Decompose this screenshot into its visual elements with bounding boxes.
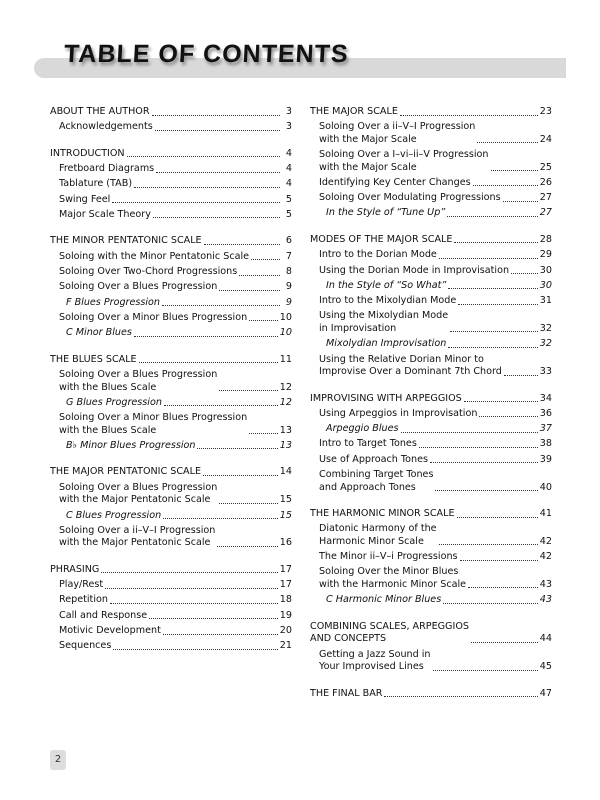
dot-leader <box>163 518 278 519</box>
entry-title: THE MAJOR SCALE <box>310 106 398 117</box>
dot-leader <box>504 375 538 376</box>
entry-page-number: 23 <box>539 106 552 117</box>
entry-title: Using the Mixolydian Mode in Improvisation <box>319 310 449 334</box>
dot-leader <box>139 362 278 363</box>
entry-title: Sequences <box>59 640 112 652</box>
toc-entry[interactable] <box>310 354 552 379</box>
toc-entry[interactable] <box>50 579 292 592</box>
dot-leader <box>400 115 538 116</box>
toc-section-heading[interactable] <box>310 508 552 521</box>
dot-leader <box>479 416 537 417</box>
toc-entry[interactable] <box>310 149 552 174</box>
entry-title: Using the Relative Dorian Minor to Improvise Over a Dominant 7th Chord <box>319 353 502 378</box>
toc-section <box>310 393 552 494</box>
entry-page-number: 19 <box>279 609 292 621</box>
entry-page-number: 41 <box>539 508 552 520</box>
entry-title: THE MAJOR PENTATONIC SCALE <box>50 466 202 478</box>
entry-page-number: 11 <box>279 353 292 365</box>
dot-leader <box>450 331 538 332</box>
dot-leader <box>468 587 538 588</box>
entry-page-number: 20 <box>279 625 292 637</box>
dot-leader <box>433 670 538 671</box>
dot-leader <box>439 258 538 259</box>
toc-entry[interactable] <box>50 369 292 394</box>
entry-page-number: 43 <box>539 578 552 590</box>
entry-title: ABOUT THE AUTHOR <box>50 106 150 117</box>
dot-leader <box>155 130 280 131</box>
toc-entry[interactable] <box>50 412 292 437</box>
entry-title: Swing Feel <box>59 193 111 205</box>
dot-leader <box>219 290 280 291</box>
entry-page-number: 12 <box>279 396 292 408</box>
entry-page-number: 4 <box>285 147 292 159</box>
dot-leader <box>448 288 537 289</box>
dot-leader <box>203 475 278 476</box>
entry-page-number: 32 <box>539 338 552 350</box>
dot-leader <box>491 170 538 171</box>
dot-leader <box>152 115 280 116</box>
dot-leader <box>401 432 538 433</box>
toc-entry[interactable] <box>310 295 552 308</box>
toc-section <box>50 354 292 453</box>
toc-entry[interactable] <box>50 397 292 410</box>
entry-page-number: 27 <box>539 207 552 219</box>
toc-entry[interactable] <box>310 177 552 190</box>
entry-title: Tablature (TAB) <box>59 178 133 190</box>
entry-page-number: 34 <box>539 392 552 404</box>
dot-leader <box>503 201 538 202</box>
entry-title: THE HARMONIC MINOR SCALE <box>310 508 455 520</box>
entry-title: Intro to the Dorian Mode <box>319 249 437 261</box>
toc-entry[interactable] <box>50 266 292 279</box>
toc-entry[interactable] <box>310 469 552 494</box>
entry-page-number: 15 <box>279 509 292 521</box>
toc-entry[interactable] <box>310 551 552 564</box>
entry-title: COMBINING SCALES, ARPEGGIOS AND CONCEPTS <box>310 620 469 645</box>
toc-section <box>50 235 292 339</box>
entry-title: Intro to Target Tones <box>319 438 417 450</box>
dot-leader <box>251 259 280 260</box>
entry-page-number: 44 <box>539 633 552 645</box>
dot-leader <box>439 544 538 545</box>
entry-title: MODES OF THE MAJOR SCALE <box>310 233 453 245</box>
toc-entry[interactable] <box>310 265 552 278</box>
entry-page-number: 3 <box>285 121 292 133</box>
toc-section-heading[interactable] <box>50 354 292 367</box>
entry-title: Fretboard Diagrams <box>59 163 155 175</box>
dot-leader <box>435 490 537 491</box>
dot-leader <box>511 273 538 274</box>
entry-title: INTRODUCTION <box>50 147 125 159</box>
entry-title: Repetition <box>59 594 108 606</box>
toc-section <box>310 688 552 701</box>
entry-title: IMPROVISING WITH ARPEGGIOS <box>310 392 462 404</box>
entry-page-number: 27 <box>539 192 552 204</box>
entry-title: Use of Approach Tones <box>319 453 428 465</box>
entry-page-number: 9 <box>285 296 292 308</box>
entry-title: Soloing Over a I–vi–ii–V Progression with the Major Scale <box>319 149 489 173</box>
toc-entry[interactable] <box>310 207 552 220</box>
entry-title: THE FINAL BAR <box>310 687 383 699</box>
page-number: 2 <box>50 750 66 770</box>
entry-page-number: 39 <box>539 453 552 465</box>
dot-leader <box>473 185 538 186</box>
entry-page-number: 30 <box>539 279 552 291</box>
toc-section-heading[interactable] <box>310 106 552 119</box>
toc-section-heading[interactable] <box>310 393 552 406</box>
entry-title: In the Style of “So What” <box>326 279 447 291</box>
entry-page-number: 4 <box>285 178 292 190</box>
dot-leader <box>249 433 278 434</box>
toc-entry[interactable] <box>50 209 292 222</box>
dot-leader <box>113 649 277 650</box>
entry-page-number: 33 <box>539 366 552 378</box>
entry-title: Major Scale Theory <box>59 208 151 220</box>
toc-entry[interactable] <box>50 610 292 623</box>
dot-leader <box>447 216 538 217</box>
dot-leader <box>197 448 277 449</box>
toc-section-heading[interactable] <box>50 466 292 479</box>
toc-entry[interactable] <box>50 163 292 176</box>
toc-entry[interactable] <box>50 510 292 523</box>
toc-section <box>310 234 552 379</box>
entry-page-number: 43 <box>539 594 552 606</box>
toc-entry[interactable] <box>50 525 292 550</box>
dot-leader <box>239 275 280 276</box>
entry-page-number: 21 <box>279 640 292 652</box>
toc-section-heading[interactable] <box>50 235 292 248</box>
entry-title: Play/Rest <box>59 579 104 591</box>
dot-leader <box>219 503 278 504</box>
entry-page-number: 17 <box>279 563 292 575</box>
toc-entry[interactable] <box>50 121 292 134</box>
entry-page-number: 13 <box>279 439 292 451</box>
toc-section-heading[interactable] <box>310 234 552 247</box>
dot-leader <box>249 320 278 321</box>
dot-leader <box>419 447 538 448</box>
entry-title: Intro to the Mixolydian Mode <box>319 295 457 307</box>
dot-leader <box>219 390 278 391</box>
dot-leader <box>164 405 278 406</box>
entry-title: Identifying Key Center Changes <box>319 176 471 188</box>
toc-section-heading[interactable] <box>50 148 292 161</box>
dot-leader <box>460 560 538 561</box>
entry-page-number: 15 <box>279 494 292 506</box>
entry-page-number: 38 <box>539 438 552 450</box>
toc-entry[interactable] <box>310 438 552 451</box>
dot-leader <box>112 202 280 203</box>
entry-title: Soloing Over the Minor Blues with the Harmonic Minor Scale <box>319 566 467 590</box>
toc-entry[interactable] <box>50 194 292 207</box>
dot-leader <box>443 603 538 604</box>
toc-entry[interactable] <box>50 281 292 294</box>
entry-page-number: 31 <box>539 295 552 307</box>
toc-entry[interactable] <box>310 454 552 467</box>
entry-title: Soloing Over a Minor Blues Progression with the Blues Scale <box>59 412 248 436</box>
entry-page-number: 3 <box>285 106 292 117</box>
entry-title: Soloing Over a Blues Progression <box>59 281 218 293</box>
toc-column-right <box>310 106 552 714</box>
entry-title: Arpeggio Blues <box>326 423 399 435</box>
entry-page-number: 25 <box>539 161 552 173</box>
entry-page-number: 9 <box>285 281 292 293</box>
entry-page-number: 5 <box>285 208 292 220</box>
entry-page-number: 16 <box>279 537 292 549</box>
entry-page-number: 40 <box>539 481 552 493</box>
entry-page-number: 8 <box>285 266 292 278</box>
entry-page-number: 32 <box>539 322 552 334</box>
dot-leader <box>430 462 538 463</box>
dot-leader <box>217 546 277 547</box>
entry-page-number: 42 <box>539 535 552 547</box>
toc-entry[interactable] <box>50 327 292 340</box>
entry-title: C Minor Blues <box>66 327 132 339</box>
toc-section <box>310 621 552 674</box>
toc-section <box>50 106 292 134</box>
entry-title: Motivic Development <box>59 625 161 637</box>
entry-title: Soloing Over Modulating Progressions <box>319 192 501 204</box>
dot-leader <box>471 642 538 643</box>
toc-section-heading[interactable] <box>310 688 552 701</box>
entry-title: Combining Target Tones and Approach Tones <box>319 469 434 493</box>
dot-leader <box>204 244 280 245</box>
toc-entry[interactable] <box>50 640 292 653</box>
dot-leader <box>464 401 538 402</box>
entry-page-number: 17 <box>279 579 292 591</box>
toc-section <box>50 148 292 222</box>
entry-title: THE BLUES SCALE <box>50 353 137 365</box>
dot-leader <box>448 347 538 348</box>
entry-page-number: 24 <box>539 133 552 145</box>
entry-page-number: 29 <box>539 249 552 261</box>
toc-section-heading[interactable] <box>50 106 292 119</box>
entry-title: THE MINOR PENTATONIC SCALE <box>50 235 202 247</box>
entry-title: In the Style of “Tune Up” <box>326 207 446 219</box>
entry-title: Getting a Jazz Sound in Your Improvised Lines <box>319 648 431 673</box>
toc-section-heading[interactable] <box>310 621 552 646</box>
toc-entry[interactable] <box>310 649 552 674</box>
entry-page-number: 5 <box>285 193 292 205</box>
toc-entry[interactable] <box>310 310 552 335</box>
toc-entry[interactable] <box>310 594 552 607</box>
entry-title: Using the Dorian Mode in Improvisation <box>319 264 510 276</box>
toc-entry[interactable] <box>50 594 292 607</box>
entry-page-number: 42 <box>539 551 552 563</box>
entry-title: Soloing Over Two-Chord Progressions <box>59 266 238 278</box>
entry-page-number: 6 <box>285 235 292 247</box>
dot-leader <box>477 142 537 143</box>
dot-leader <box>454 242 537 243</box>
toc-entry[interactable] <box>50 297 292 310</box>
dot-leader <box>153 217 280 218</box>
toc-entry[interactable] <box>310 280 552 293</box>
entry-title: B♭ Minor Blues Progression <box>66 439 196 451</box>
entry-title: PHRASING <box>50 563 100 575</box>
dot-leader <box>457 517 538 518</box>
toc-entry[interactable] <box>310 408 552 421</box>
dot-leader <box>162 305 280 306</box>
dot-leader <box>127 156 280 157</box>
toc-entry[interactable] <box>50 482 292 507</box>
entry-title: Call and Response <box>59 609 148 621</box>
toc-entry[interactable] <box>310 566 552 591</box>
entry-title: Soloing with the Minor Pentatonic Scale <box>59 250 250 262</box>
entry-title: Using Arpeggios in Improvisation <box>319 407 478 419</box>
toc-entry[interactable] <box>50 312 292 325</box>
entry-page-number: 30 <box>539 264 552 276</box>
toc-entry[interactable] <box>50 440 292 453</box>
dot-leader <box>134 187 280 188</box>
entry-title: Diatonic Harmony of the Harmonic Minor Scale <box>319 523 437 547</box>
toc-entry[interactable] <box>310 338 552 351</box>
entry-title: The Minor ii–V–i Progressions <box>319 551 458 563</box>
toc-section <box>50 466 292 549</box>
entry-page-number: 36 <box>539 407 552 419</box>
dot-leader <box>110 603 278 604</box>
entry-title: C Blues Progression <box>66 509 162 521</box>
entry-title: Soloing Over a Minor Blues Progression <box>59 311 248 323</box>
entry-page-number: 10 <box>279 327 292 339</box>
entry-page-number: 14 <box>279 466 292 478</box>
entry-page-number: 45 <box>539 661 552 673</box>
toc-entry[interactable] <box>310 249 552 262</box>
entry-page-number: 18 <box>279 594 292 606</box>
dot-leader <box>149 618 278 619</box>
dot-leader <box>134 336 278 337</box>
toc-entry[interactable] <box>310 121 552 146</box>
dot-leader <box>101 572 277 573</box>
entry-page-number: 13 <box>279 424 292 436</box>
dot-leader <box>156 172 280 173</box>
entry-page-number: 26 <box>539 176 552 188</box>
toc-entry[interactable] <box>50 178 292 191</box>
entry-title: Soloing Over a ii–V–I Progression with the Major Scale <box>319 121 476 145</box>
entry-page-number: 10 <box>279 311 292 323</box>
entry-title: Soloing Over a ii–V–I Progression with the Major Pentatonic Scale <box>59 524 216 549</box>
entry-title: G Blues Progression <box>66 396 162 408</box>
entry-title: Soloing Over a Blues Progression with the Blues Scale <box>59 369 218 393</box>
toc-section <box>310 106 552 220</box>
entry-title: C Harmonic Minor Blues <box>326 594 442 606</box>
entry-title: Soloing Over a Blues Progression with the Major Pentatonic Scale <box>59 481 218 506</box>
toc-entry[interactable] <box>310 523 552 548</box>
entry-page-number: 12 <box>279 381 292 393</box>
dot-leader <box>163 634 278 635</box>
entry-page-number: 28 <box>539 233 552 245</box>
entry-page-number: 7 <box>285 250 292 262</box>
entry-page-number: 47 <box>539 687 552 699</box>
dot-leader <box>105 588 278 589</box>
toc-section <box>310 508 552 607</box>
toc-section <box>50 564 292 653</box>
toc-entry[interactable] <box>50 625 292 638</box>
toc-entry[interactable] <box>310 423 552 436</box>
entry-title: Mixolydian Improvisation <box>326 338 447 350</box>
dot-leader <box>384 696 537 697</box>
toc-entry[interactable] <box>50 251 292 264</box>
entry-page-number: 4 <box>285 163 292 175</box>
toc-entry[interactable] <box>310 192 552 205</box>
page-title: TABLE OF CONTENTS <box>63 40 350 68</box>
dot-leader <box>458 304 538 305</box>
entry-page-number: 37 <box>539 423 552 435</box>
toc-section-heading[interactable] <box>50 564 292 577</box>
entry-title: F Blues Progression <box>66 296 160 308</box>
entry-title: Acknowledgements <box>59 121 153 133</box>
toc-column-left <box>50 106 292 667</box>
